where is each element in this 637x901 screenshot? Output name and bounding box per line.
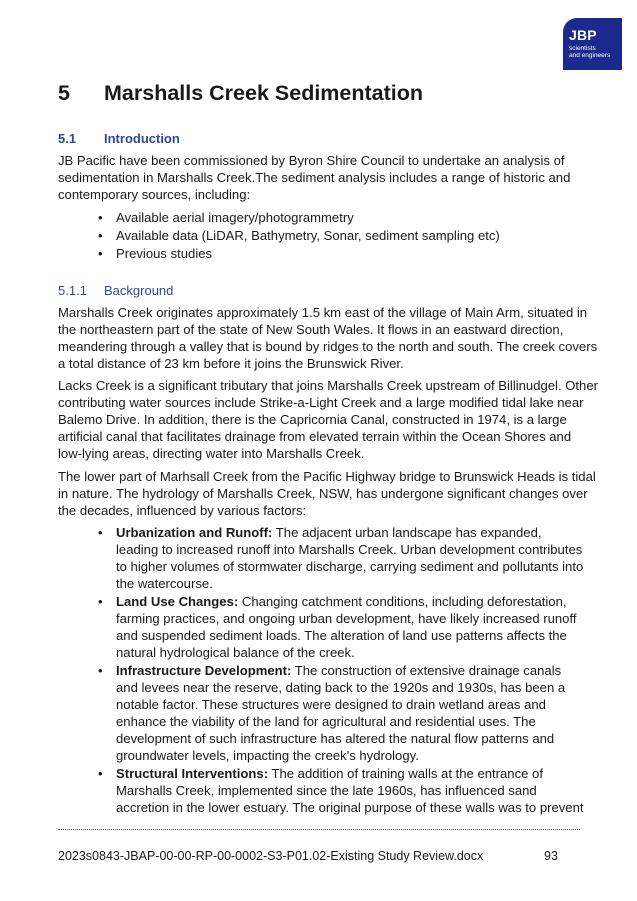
footer-page-number: 93	[544, 849, 558, 863]
factor-text: The adjacent urban landscape has expanded, leading to increased runoff into Marshalls Creek. Urban development contributes to higher volumes of stormwater discharge, carrying sediment and pollutants into the watercourse.	[116, 525, 584, 591]
jbp-logo	[563, 18, 622, 70]
logo-tagline-line1: scientists	[569, 45, 596, 52]
list-item	[96, 593, 586, 661]
list-item	[96, 524, 586, 592]
intro-paragraph: JB Pacific have been commissioned by Byron Shire Council to undertake an analysis of sedimentation in Marshalls Creek.The sediment analysis includes a range of historic and contemporary sources, including:	[58, 153, 571, 202]
section-number: 5.1	[58, 131, 77, 146]
sources-list	[96, 209, 576, 263]
background-paragraph-3: The lower part of Marhsall Creek from the Pacific Highway bridge to Brunswick Heads is tidal in nature. The hydrology of Marshalls Creek, NSW, has undergone significant changes over the decades, influenced by various factors:	[58, 469, 596, 518]
list-item: • Available aerial imagery/photogrammetry	[96, 209, 576, 226]
list-item: • Available data (LiDAR, Bathymetry, Sonar, sediment sampling etc)	[96, 227, 576, 244]
factor-text: Changing catchment conditions, including deforestation, farming practices, and ongoing urban development, have likely increased runoff and suspended sediment loads. The alteration of land use patterns affects the natural hydrological balance of the creek.	[116, 594, 577, 660]
factor-text: The construction of extensive drainage canals and levees near the reserve, dating back to the 1920s and 1930s, has been a notable factor. These structures were designed to drain wetland areas and enhance the viability of the land for agricultural and residential uses. The development of such infrastructure has altered the natural flow patterns and groundwater levels, impacting the creek's hydrology.	[116, 663, 566, 763]
chapter-number: 5	[58, 81, 70, 105]
background-paragraph-1: Marshalls Creek originates approximately 1.5 km east of the village of Main Arm, situated in the northeastern part of the state of New South Wales. It flows in an eastward direction, meandering through a valley that is bound by ridges to the north and south. The creek covers a total distance of 23 km before it joins the Brunswick River.	[58, 305, 598, 371]
logo-tagline	[569, 45, 610, 59]
subsection-title: Background	[104, 283, 174, 298]
chapter-title: Marshalls Creek Sedimentation	[104, 81, 424, 105]
factors-list	[96, 524, 586, 817]
factor-term: Infrastructure Development:	[116, 663, 292, 678]
footer-document-name: 2023s0843-JBAP-00-00-RP-00-0002-S3-P01.02-Existing Study Review.docx	[58, 849, 484, 863]
list-item: • Previous studies	[96, 245, 576, 262]
chapter-heading	[58, 81, 423, 106]
factor-term: Structural Interventions:	[116, 766, 269, 781]
subsection-number: 5.1.1	[58, 283, 87, 298]
background-paragraph-2: Lacks Creek is a significant tributary that joins Marshalls Creek upstream of Billinudgel. Other contributing water sources include Strike-a-Light Creek and a large modified tidal lake near Balemo Drive. In addition, there is the Capricornia Canal, constructed in 1974, is a large artificial canal that facilitates drainage from elevated terrain within the Ocean Shores and low-lying areas, directing water into Marshalls Creek.	[58, 378, 598, 461]
section-title: Introduction	[104, 131, 180, 146]
list-item	[96, 765, 586, 816]
factor-term: Land Use Changes:	[116, 594, 239, 609]
logo-brand: JBP	[569, 27, 597, 43]
subsection-heading	[58, 283, 173, 298]
footer-divider	[58, 829, 580, 830]
factor-text: The addition of training walls at the entrance of Marshalls Creek, implemented since the late 1960s, has influenced sand accretion in the lower estuary. The original purpose of these walls was to prevent	[116, 766, 584, 815]
list-item	[96, 662, 586, 764]
section-heading	[58, 131, 180, 146]
logo-tagline-line2: and engineers	[569, 52, 611, 59]
factor-term: Urbanization and Runoff:	[116, 525, 273, 540]
